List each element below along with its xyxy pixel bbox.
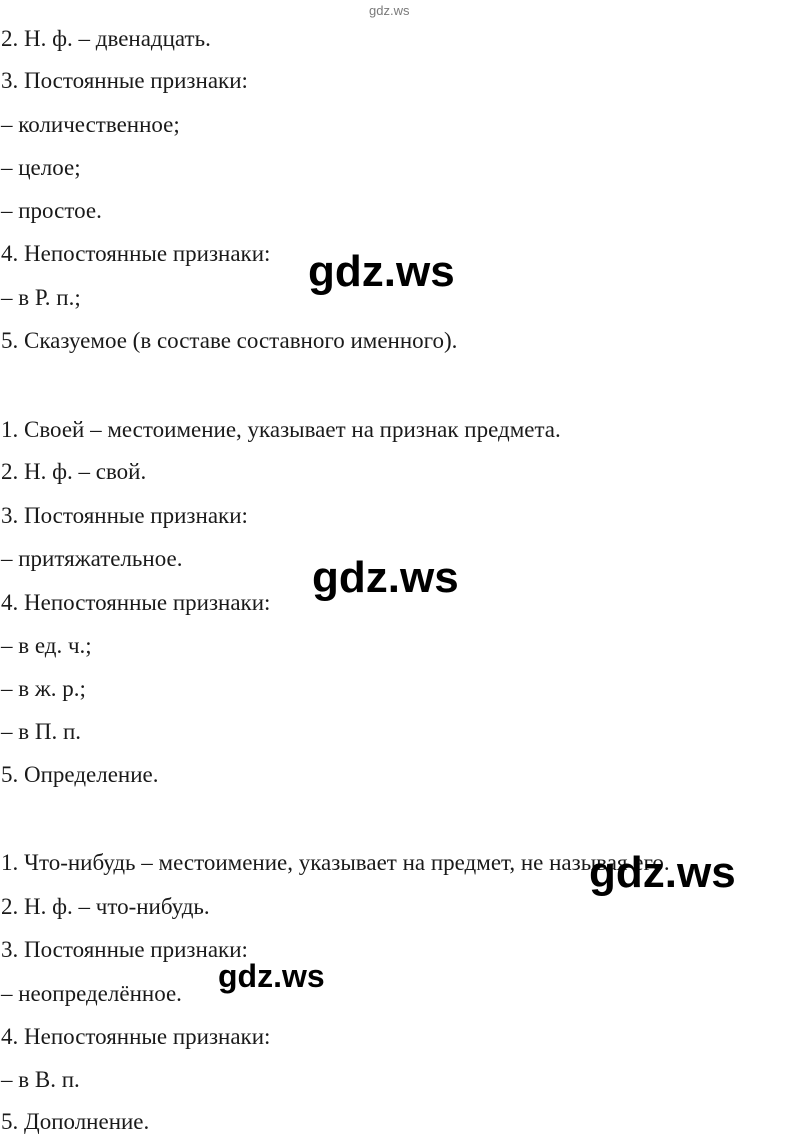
text-line: 3. Постоянные признаки:	[1, 503, 248, 528]
text-line: 2. Н. ф. – двенадцать.	[1, 26, 211, 51]
text-line: 2. Н. ф. – что-нибудь.	[1, 894, 210, 919]
watermark: gdz.ws	[218, 958, 325, 994]
text-line: – в ед. ч.;	[1, 633, 92, 658]
text-line: 1. Что-нибудь – местоимение, указывает на предмет, не называя его.	[1, 850, 670, 875]
text-line: 5. Дополнение.	[1, 1109, 150, 1134]
text-line: – количественное;	[1, 112, 180, 137]
text-line: 4. Непостоянные признаки:	[1, 1024, 271, 1049]
watermark: gdz.ws	[308, 247, 455, 296]
text-line: – в ж. р.;	[1, 676, 86, 701]
text-line: 4. Непостоянные признаки:	[1, 241, 271, 266]
text-line: – притяжательное.	[1, 546, 183, 571]
text-line: 5. Определение.	[1, 762, 159, 787]
text-line: – целое;	[1, 155, 81, 180]
text-line: 3. Постоянные признаки:	[1, 68, 248, 93]
text-line: – в Р. п.;	[1, 285, 81, 310]
watermark: gdz.ws	[589, 848, 736, 897]
text-line: – в П. п.	[1, 719, 82, 744]
text-line: 3. Постоянные признаки:	[1, 937, 248, 962]
text-line: 1. Своей – местоимение, указывает на признак предмета.	[1, 417, 561, 442]
watermark-top: gdz.ws	[369, 3, 410, 18]
text-line: – неопределённое.	[1, 981, 182, 1006]
text-line: 5. Сказуемое (в составе составного именного).	[1, 328, 458, 353]
text-line: – простое.	[1, 198, 102, 223]
text-line: 2. Н. ф. – свой.	[1, 459, 147, 484]
text-line: – в В. п.	[1, 1067, 80, 1092]
text-line: 4. Непостоянные признаки:	[1, 590, 271, 615]
watermark: gdz.ws	[312, 553, 459, 602]
